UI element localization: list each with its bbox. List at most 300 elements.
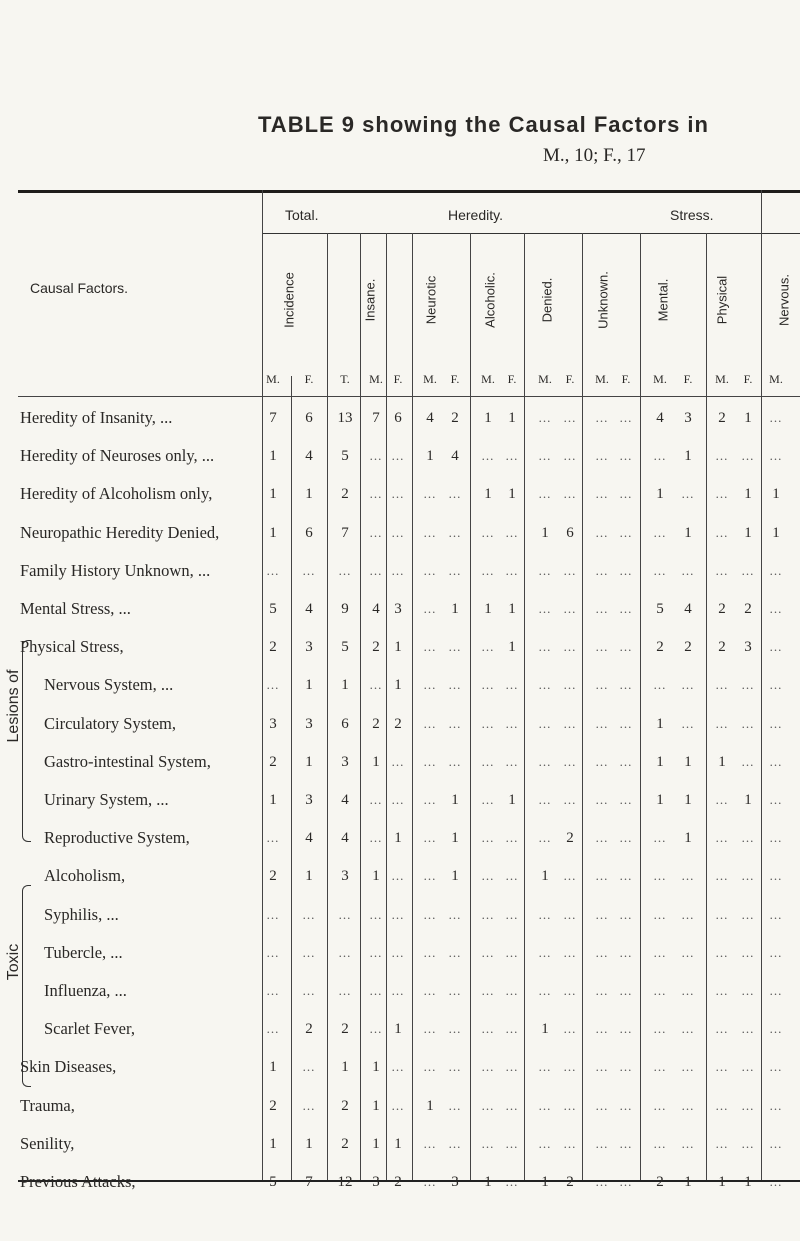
table-cell: 2 bbox=[269, 754, 277, 770]
table-cell: ... bbox=[266, 1021, 280, 1036]
table-cell: ... bbox=[302, 907, 316, 922]
table-cell: 6 bbox=[394, 410, 402, 426]
table-cell: 1 bbox=[772, 525, 780, 541]
table-cell: ... bbox=[741, 1021, 755, 1036]
table-cell: ... bbox=[505, 677, 519, 692]
table-cell: ... bbox=[448, 1059, 462, 1074]
table-cell: ... bbox=[653, 945, 667, 960]
header-denied: Denied. bbox=[539, 277, 555, 323]
table-cell: ... bbox=[538, 1136, 552, 1151]
table-cell: ... bbox=[538, 563, 552, 578]
table-cell: 1 bbox=[451, 830, 459, 846]
table-cell: ... bbox=[423, 983, 437, 998]
table-cell: 1 bbox=[541, 868, 549, 884]
table-cell: 1 bbox=[394, 1021, 402, 1037]
table-cell: 1 bbox=[744, 1174, 752, 1190]
table-cell: ... bbox=[563, 754, 577, 769]
table-cell: ... bbox=[619, 868, 633, 883]
table-cell: ... bbox=[681, 868, 695, 883]
table-cell: 1 bbox=[372, 1059, 380, 1075]
table-cell: ... bbox=[619, 1021, 633, 1036]
table-cell: ... bbox=[563, 1136, 577, 1151]
table-cell: ... bbox=[481, 716, 495, 731]
row-label: Heredity of Alcoholism only, bbox=[20, 484, 213, 503]
table-cell: 1 bbox=[656, 792, 664, 808]
unit-label: F. bbox=[743, 372, 753, 386]
table-cell: 1 bbox=[744, 525, 752, 541]
table-cell: ... bbox=[423, 1059, 437, 1074]
table-cell: ... bbox=[448, 1098, 462, 1113]
table-cell: 1 bbox=[508, 639, 516, 655]
column-rule bbox=[327, 233, 328, 1180]
unit-label: M. bbox=[538, 372, 552, 386]
table-cell: ... bbox=[481, 868, 495, 883]
header-neurotic: Neurotic bbox=[423, 275, 439, 325]
table-cell: 1 bbox=[508, 486, 516, 502]
table-cell: ... bbox=[538, 486, 552, 501]
column-rule bbox=[582, 233, 583, 1180]
table-cell: 1 bbox=[508, 792, 516, 808]
table-cell: 1 bbox=[541, 525, 549, 541]
table-cell: ... bbox=[653, 563, 667, 578]
table-cell: ... bbox=[423, 1021, 437, 1036]
table-cell: 4 bbox=[305, 830, 313, 846]
header-rule bbox=[263, 233, 800, 234]
table-title: TABLE 9 showing the Causal Factors in bbox=[258, 112, 709, 137]
table-cell: ... bbox=[391, 486, 405, 501]
column-rule bbox=[291, 376, 292, 1180]
table-cell: 1 bbox=[484, 1174, 492, 1190]
table-cell: ... bbox=[715, 868, 729, 883]
table-cell: 1 bbox=[451, 601, 459, 617]
table-cell: ... bbox=[769, 601, 783, 616]
header-incidence: Incidence bbox=[281, 272, 297, 328]
unit-label: F. bbox=[683, 372, 693, 386]
table-cell: 2 bbox=[744, 601, 752, 617]
table-cell: 1 bbox=[656, 716, 664, 732]
row-label: Circulatory System, bbox=[44, 714, 176, 733]
table-cell: ... bbox=[619, 1059, 633, 1074]
table-cell: ... bbox=[423, 639, 437, 654]
table-cell: ... bbox=[481, 639, 495, 654]
table-cell: ... bbox=[391, 1098, 405, 1113]
table-cell: ... bbox=[769, 448, 783, 463]
table-cell: ... bbox=[423, 945, 437, 960]
table-cell: ... bbox=[538, 448, 552, 463]
table-cell: ... bbox=[653, 1098, 667, 1113]
table-cell: ... bbox=[423, 830, 437, 845]
row-label: Senility, bbox=[20, 1134, 75, 1153]
table-cell: 2 bbox=[305, 1021, 313, 1037]
table-cell: ... bbox=[563, 716, 577, 731]
table-cell: 2 bbox=[566, 1174, 574, 1190]
unit-label: F. bbox=[304, 372, 314, 386]
header-nervous: Nervous. bbox=[776, 273, 792, 327]
table-cell: ... bbox=[423, 754, 437, 769]
table-cell: ... bbox=[481, 1059, 495, 1074]
table-cell: ... bbox=[563, 486, 577, 501]
table-cell: 5 bbox=[269, 601, 277, 617]
table-cell: ... bbox=[769, 677, 783, 692]
table-cell: ... bbox=[538, 1098, 552, 1113]
row-label: Nervous System, ... bbox=[44, 675, 174, 694]
table-cell: 2 bbox=[451, 410, 459, 426]
table-cell: ... bbox=[391, 907, 405, 922]
table-cell: 9 bbox=[341, 601, 349, 617]
table-cell: ... bbox=[715, 1098, 729, 1113]
table-cell: ... bbox=[769, 792, 783, 807]
table-subtitle: M., 10; F., 17 bbox=[543, 145, 646, 166]
table-cell: 1 bbox=[305, 486, 313, 502]
table-cell: ... bbox=[538, 983, 552, 998]
table-cell: ... bbox=[266, 563, 280, 578]
table-cell: ... bbox=[448, 639, 462, 654]
table-cell: 1 bbox=[269, 525, 277, 541]
table-cell: ... bbox=[769, 716, 783, 731]
table-cell: ... bbox=[595, 716, 609, 731]
row-label: Skin Diseases, bbox=[20, 1057, 117, 1076]
table-cell: ... bbox=[538, 907, 552, 922]
column-rule bbox=[470, 233, 471, 1180]
unit-label: M. bbox=[423, 372, 437, 386]
table-cell: ... bbox=[681, 1059, 695, 1074]
table-cell: ... bbox=[538, 792, 552, 807]
table-cell: 6 bbox=[305, 410, 313, 426]
table-cell: ... bbox=[505, 1174, 519, 1189]
table-cell: 2 bbox=[394, 716, 402, 732]
table-cell: 1 bbox=[484, 601, 492, 617]
table-cell: ... bbox=[423, 792, 437, 807]
table-cell: ... bbox=[338, 563, 352, 578]
table-cell: ... bbox=[563, 792, 577, 807]
row-label: Syphilis, ... bbox=[44, 905, 119, 924]
table-cell: 1 bbox=[372, 868, 380, 884]
table-cell: ... bbox=[741, 1098, 755, 1113]
table-cell: ... bbox=[505, 868, 519, 883]
table-cell: ... bbox=[681, 1021, 695, 1036]
table-cell: ... bbox=[619, 601, 633, 616]
table-cell: 2 bbox=[269, 1098, 277, 1114]
header-causal-factors: Causal Factors. bbox=[30, 280, 129, 296]
table-cell: ... bbox=[715, 907, 729, 922]
table-cell: 1 bbox=[684, 1174, 692, 1190]
table-cell: ... bbox=[653, 1136, 667, 1151]
table-cell: 7 bbox=[341, 525, 349, 541]
row-label: Neuropathic Heredity Denied, bbox=[20, 523, 220, 542]
unit-label: M. bbox=[369, 372, 383, 386]
table-cell: ... bbox=[619, 1136, 633, 1151]
table-cell: 1 bbox=[305, 868, 313, 884]
table-cell: ... bbox=[595, 448, 609, 463]
table-cell: 2 bbox=[684, 639, 692, 655]
table-cell: ... bbox=[741, 716, 755, 731]
table-cell: 1 bbox=[451, 868, 459, 884]
table-cell: 1 bbox=[508, 410, 516, 426]
row-label: Heredity of Neuroses only, ... bbox=[20, 446, 215, 465]
table-cell: ... bbox=[448, 1136, 462, 1151]
header-physical: Physical bbox=[714, 275, 730, 325]
table-cell: 2 bbox=[372, 716, 380, 732]
table-cell: ... bbox=[266, 983, 280, 998]
table-cell: 4 bbox=[372, 601, 380, 617]
table-cell: ... bbox=[338, 907, 352, 922]
table-cell: 1 bbox=[269, 448, 277, 464]
table-cell: 2 bbox=[718, 601, 726, 617]
table-cell: 3 bbox=[341, 868, 349, 884]
row-label: Urinary System, ... bbox=[44, 790, 169, 809]
table-cell: 12 bbox=[337, 1174, 353, 1190]
row-label: Family History Unknown, ... bbox=[20, 561, 211, 580]
table-cell: ... bbox=[619, 677, 633, 692]
table-cell: ... bbox=[448, 563, 462, 578]
column-rule bbox=[386, 233, 387, 1180]
table-cell: ... bbox=[769, 868, 783, 883]
table-cell: 7 bbox=[269, 410, 277, 426]
table-cell: ... bbox=[302, 1098, 316, 1113]
table-cell: 6 bbox=[341, 716, 349, 732]
table-cell: ... bbox=[563, 448, 577, 463]
row-label: Alcoholism, bbox=[44, 866, 126, 885]
table-cell: ... bbox=[563, 410, 577, 425]
table-cell: ... bbox=[448, 525, 462, 540]
table-cell: ... bbox=[423, 1174, 437, 1189]
table-cell: ... bbox=[715, 983, 729, 998]
table-cell: ... bbox=[715, 945, 729, 960]
table-cell: ... bbox=[715, 563, 729, 578]
table-cell: ... bbox=[619, 907, 633, 922]
table-cell: 7 bbox=[372, 410, 380, 426]
table-cell: ... bbox=[505, 1059, 519, 1074]
table-cell: ... bbox=[369, 792, 383, 807]
table-cell: 1 bbox=[484, 486, 492, 502]
table-cell: ... bbox=[448, 716, 462, 731]
header-total: Total. bbox=[285, 207, 319, 223]
table-cell: ... bbox=[369, 830, 383, 845]
table-cell: 1 bbox=[372, 1136, 380, 1152]
table-cell: ... bbox=[563, 907, 577, 922]
table-cell: ... bbox=[619, 486, 633, 501]
column-rule bbox=[640, 233, 641, 1180]
table-cell: ... bbox=[481, 907, 495, 922]
table-cell: ... bbox=[481, 677, 495, 692]
table-cell: ... bbox=[715, 486, 729, 501]
table-cell: ... bbox=[481, 830, 495, 845]
table-cell: ... bbox=[741, 907, 755, 922]
table-cell: ... bbox=[481, 945, 495, 960]
column-rule bbox=[412, 233, 413, 1180]
table-cell: ... bbox=[769, 1059, 783, 1074]
table-cell: 3 bbox=[305, 792, 313, 808]
table-cell: 3 bbox=[744, 639, 752, 655]
table-cell: 1 bbox=[394, 677, 402, 693]
table-cell: ... bbox=[741, 983, 755, 998]
table-cell: ... bbox=[302, 563, 316, 578]
table-cell: 2 bbox=[372, 639, 380, 655]
table-cell: ... bbox=[481, 1136, 495, 1151]
table-cell: ... bbox=[423, 486, 437, 501]
unit-label: M. bbox=[715, 372, 729, 386]
table-cell: 13 bbox=[337, 410, 353, 426]
row-label: Heredity of Insanity, ... bbox=[20, 408, 173, 427]
table-cell: 2 bbox=[341, 1098, 349, 1114]
table-cell: ... bbox=[538, 601, 552, 616]
table-cell: ... bbox=[681, 563, 695, 578]
table-cell: ... bbox=[619, 1174, 633, 1189]
table-cell: ... bbox=[369, 525, 383, 540]
table-cell: ... bbox=[563, 983, 577, 998]
table-cell: ... bbox=[338, 983, 352, 998]
table-cell: ... bbox=[538, 754, 552, 769]
table-cell: 1 bbox=[744, 792, 752, 808]
table-cell: 1 bbox=[718, 1174, 726, 1190]
table-cell: 1 bbox=[684, 525, 692, 541]
table-cell: ... bbox=[619, 448, 633, 463]
row-label: Tubercle, ... bbox=[44, 943, 123, 962]
table-cell: 4 bbox=[341, 792, 349, 808]
unit-label: M. bbox=[653, 372, 667, 386]
table-cell: ... bbox=[391, 563, 405, 578]
group-toxic: Toxic bbox=[5, 943, 22, 981]
row-label: Influenza, ... bbox=[44, 981, 127, 1000]
table-cell: ... bbox=[369, 563, 383, 578]
table-cell: ... bbox=[369, 907, 383, 922]
table-cell: 1 bbox=[508, 601, 516, 617]
table-cell: ... bbox=[653, 525, 667, 540]
table-cell: ... bbox=[741, 1059, 755, 1074]
units-rule bbox=[18, 396, 800, 397]
top-rule bbox=[18, 190, 800, 193]
table-cell: ... bbox=[505, 525, 519, 540]
row-label: Mental Stress, ... bbox=[20, 599, 131, 618]
table-cell: ... bbox=[538, 639, 552, 654]
table-cell: ... bbox=[563, 563, 577, 578]
table-cell: ... bbox=[715, 525, 729, 540]
table-cell: 4 bbox=[684, 601, 692, 617]
table-cell: ... bbox=[595, 754, 609, 769]
table-cell: ... bbox=[563, 1021, 577, 1036]
table-cell: ... bbox=[448, 983, 462, 998]
table-cell: 1 bbox=[269, 1136, 277, 1152]
table-cell: 1 bbox=[684, 792, 692, 808]
table-cell: ... bbox=[595, 1059, 609, 1074]
table-cell: 6 bbox=[305, 525, 313, 541]
table-cell: ... bbox=[595, 486, 609, 501]
table-cell: ... bbox=[681, 983, 695, 998]
table-cell: 2 bbox=[341, 486, 349, 502]
table-cell: ... bbox=[505, 716, 519, 731]
table-cell: ... bbox=[741, 830, 755, 845]
table-cell: ... bbox=[505, 945, 519, 960]
table-cell: ... bbox=[423, 563, 437, 578]
table-cell: ... bbox=[391, 945, 405, 960]
column-rule bbox=[706, 233, 707, 1180]
row-label: Trauma, bbox=[20, 1096, 75, 1115]
table-cell: 1 bbox=[394, 639, 402, 655]
row-label: Gastro-intestinal System, bbox=[44, 752, 211, 771]
table-cell: ... bbox=[448, 907, 462, 922]
table-cell: ... bbox=[266, 907, 280, 922]
table-cell: ... bbox=[595, 677, 609, 692]
table-cell: 4 bbox=[305, 448, 313, 464]
table-cell: ... bbox=[481, 1098, 495, 1113]
table-cell: ... bbox=[595, 983, 609, 998]
table-cell: 6 bbox=[566, 525, 574, 541]
table-cell: ... bbox=[302, 945, 316, 960]
table-cell: 1 bbox=[394, 830, 402, 846]
table-cell: ... bbox=[505, 907, 519, 922]
table-cell: 1 bbox=[744, 410, 752, 426]
table-cell: ... bbox=[769, 563, 783, 578]
table-cell: ... bbox=[595, 601, 609, 616]
table-cell: 1 bbox=[684, 830, 692, 846]
table-cell: ... bbox=[653, 1059, 667, 1074]
table-cell: 4 bbox=[305, 601, 313, 617]
table-cell: ... bbox=[505, 563, 519, 578]
table-cell: ... bbox=[369, 448, 383, 463]
table-cell: 2 bbox=[566, 830, 574, 846]
table-cell: 2 bbox=[718, 410, 726, 426]
table-cell: 1 bbox=[772, 486, 780, 502]
table-cell: ... bbox=[481, 563, 495, 578]
table-cell: 3 bbox=[684, 410, 692, 426]
table-cell: 1 bbox=[484, 410, 492, 426]
table-cell: 4 bbox=[451, 448, 459, 464]
table-cell: ... bbox=[769, 1098, 783, 1113]
header-stress: Stress. bbox=[670, 207, 714, 223]
table-cell: ... bbox=[423, 907, 437, 922]
table-cell: ... bbox=[595, 792, 609, 807]
table-cell: ... bbox=[595, 639, 609, 654]
header-insane: Insane. bbox=[362, 278, 378, 322]
table-cell: 1 bbox=[426, 448, 434, 464]
table-cell: ... bbox=[481, 983, 495, 998]
table-cell: ... bbox=[769, 410, 783, 425]
table-cell: ... bbox=[681, 907, 695, 922]
table-cell: ... bbox=[653, 677, 667, 692]
table-cell: 2 bbox=[394, 1174, 402, 1190]
table-cell: ... bbox=[423, 1136, 437, 1151]
table-cell: ... bbox=[715, 716, 729, 731]
table-cell: ... bbox=[769, 830, 783, 845]
row-label: Previous Attacks, bbox=[20, 1172, 136, 1191]
column-rule bbox=[360, 233, 361, 1180]
table-cell: ... bbox=[769, 907, 783, 922]
table-cell: ... bbox=[769, 1136, 783, 1151]
table-cell: ... bbox=[595, 563, 609, 578]
table-cell: 1 bbox=[718, 754, 726, 770]
table-cell: 2 bbox=[718, 639, 726, 655]
table-cell: ... bbox=[538, 410, 552, 425]
table-cell: 4 bbox=[426, 410, 434, 426]
table-cell: ... bbox=[369, 486, 383, 501]
table-cell: ... bbox=[741, 754, 755, 769]
table-cell: ... bbox=[769, 1174, 783, 1189]
table-cell: ... bbox=[619, 716, 633, 731]
table-cell: ... bbox=[505, 1098, 519, 1113]
unit-label: F. bbox=[393, 372, 403, 386]
table-cell: ... bbox=[715, 448, 729, 463]
table-cell: ... bbox=[595, 945, 609, 960]
row-label: Physical Stress, bbox=[20, 637, 124, 656]
table-cell: ... bbox=[266, 945, 280, 960]
table-cell: ... bbox=[595, 1021, 609, 1036]
table-cell: ... bbox=[741, 563, 755, 578]
table-cell: ... bbox=[741, 868, 755, 883]
table-cell: ... bbox=[391, 792, 405, 807]
table-cell: ... bbox=[595, 868, 609, 883]
column-rule bbox=[524, 233, 525, 1180]
table-cell: ... bbox=[563, 677, 577, 692]
